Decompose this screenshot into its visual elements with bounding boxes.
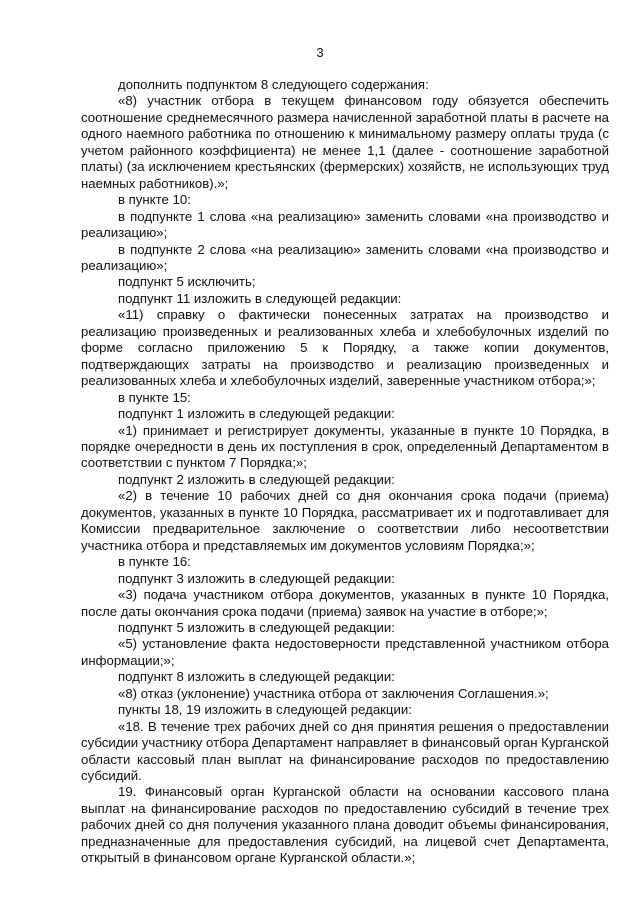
paragraph-items-18-19-heading: пункты 18, 19 изложить в следующей редакции: [118,702,412,718]
paragraph-item-16-heading: в пункте 16: [118,554,191,570]
paragraph-item-19-text: 19. Финансовый орган Курганской области на основании кассового плана выплат на финансирование расходов по предоставлению субсидий в течение трех рабочих дней со дня получения указанного плана доводит объемы финансирования, предназначенные для предоставления субсидий, на лицевой счет Департамента, открытый в финансовом органе Курганской области.»; [81,784,609,866]
paragraph-subitem-8-text: «8) участник отбора в текущем финансовом году обязуется обеспечить соотношение среднемесячного размера начисленной заработной платы в расчете на одного наемного работника по отношению к минимальному размеру оплаты труда (с учетом районного коэффициента) не менее 1,1 (далее - соотношение заработной платы) (за исключением крестьянских (фермерских) хозяйств, не использующих труд наемных работников).»; [81,93,609,191]
paragraph-item-10-subitem-2: в подпункте 2 слова «на реализацию» заменить словами «на производство и реализацию»; [81,241,609,273]
paragraph-item-16-subitem-5-heading: подпункт 5 изложить в следующей редакции: [118,619,395,635]
paragraph-item-16-subitem-3-heading: подпункт 3 изложить в следующей редакции: [118,570,395,586]
paragraph-item-18-text: «18. В течение трех рабочих дней со дня принятия решения о предоставлении субсидии участнику отбора Департамент направляет в финансовый орган Курганской области кассовый план выплат на финансирование расходов по предоставлению субсидий. [81,718,609,784]
paragraph-item-16-subitem-8-text: «8) отказ (уклонение) участника отбора от заключения Соглашения.»; [118,685,549,701]
paragraph-item-16-subitem-8-heading: подпункт 8 изложить в следующей редакции: [118,669,395,685]
paragraph-item-10-heading: в пункте 10: [118,192,191,208]
paragraph-add-subitem-8: дополнить подпунктом 8 следующего содержания: [118,77,429,92]
page-number: 3 [316,45,324,60]
paragraph-item-15-subitem-1-text: «1) принимает и регистрирует документы, указанные в пункте 10 Порядка, в порядке очередности в день их поступления в срок, определенный Департаментом в соответствии с пунктом 7 Порядка;»; [81,422,609,471]
paragraph-item-15-subitem-2-heading: подпункт 2 изложить в следующей редакции: [118,471,395,487]
paragraph-item-10-subitem-11-heading: подпункт 11 изложить в следующей редакции: [118,290,402,306]
paragraph-item-16-subitem-5-text: «5) установление факта недостоверности представленной участником отбора информации;»; [81,636,609,668]
paragraph-item-10-subitem-5: подпункт 5 исключить; [118,274,256,290]
document-body [81,77,609,867]
paragraph-item-16-subitem-3-text: «3) подача участником отбора документов, указанных в пункте 10 Порядка, после даты окончания срока подачи (приема) заявок на участие в отборе;»; [81,587,609,619]
paragraph-item-15-subitem-2-text: «2) в течение 10 рабочих дней со дня окончания срока подачи (приема) документов, указанных в пункте 10 Порядка, рассматривает их и подготавливает для Комиссии предварительное заключение о соответствии либо несоответствии участника отбора и представляемых им документов условиям Порядка;»; [81,488,609,553]
paragraph-item-15-subitem-1-heading: подпункт 1 изложить в следующей редакции: [118,406,395,422]
paragraph-item-10-subitem-11-text: «11) справку о фактически понесенных затратах на производство и реализацию произведенных и реализованных хлеба и хлебобулочных изделий по форме согласно приложению 5 к Порядку, а также копии документов, подтверждающих затраты на производство и реализацию произведенных и реализованных хлеба и хлебобулочных изделий, заверенные участником отбора;»; [81,307,609,389]
paragraph-item-15-heading: в пункте 15: [118,389,191,405]
paragraph-item-10-subitem-1: в подпункте 1 слова «на реализацию» заменить словами «на производство и реализацию»; [81,208,609,241]
